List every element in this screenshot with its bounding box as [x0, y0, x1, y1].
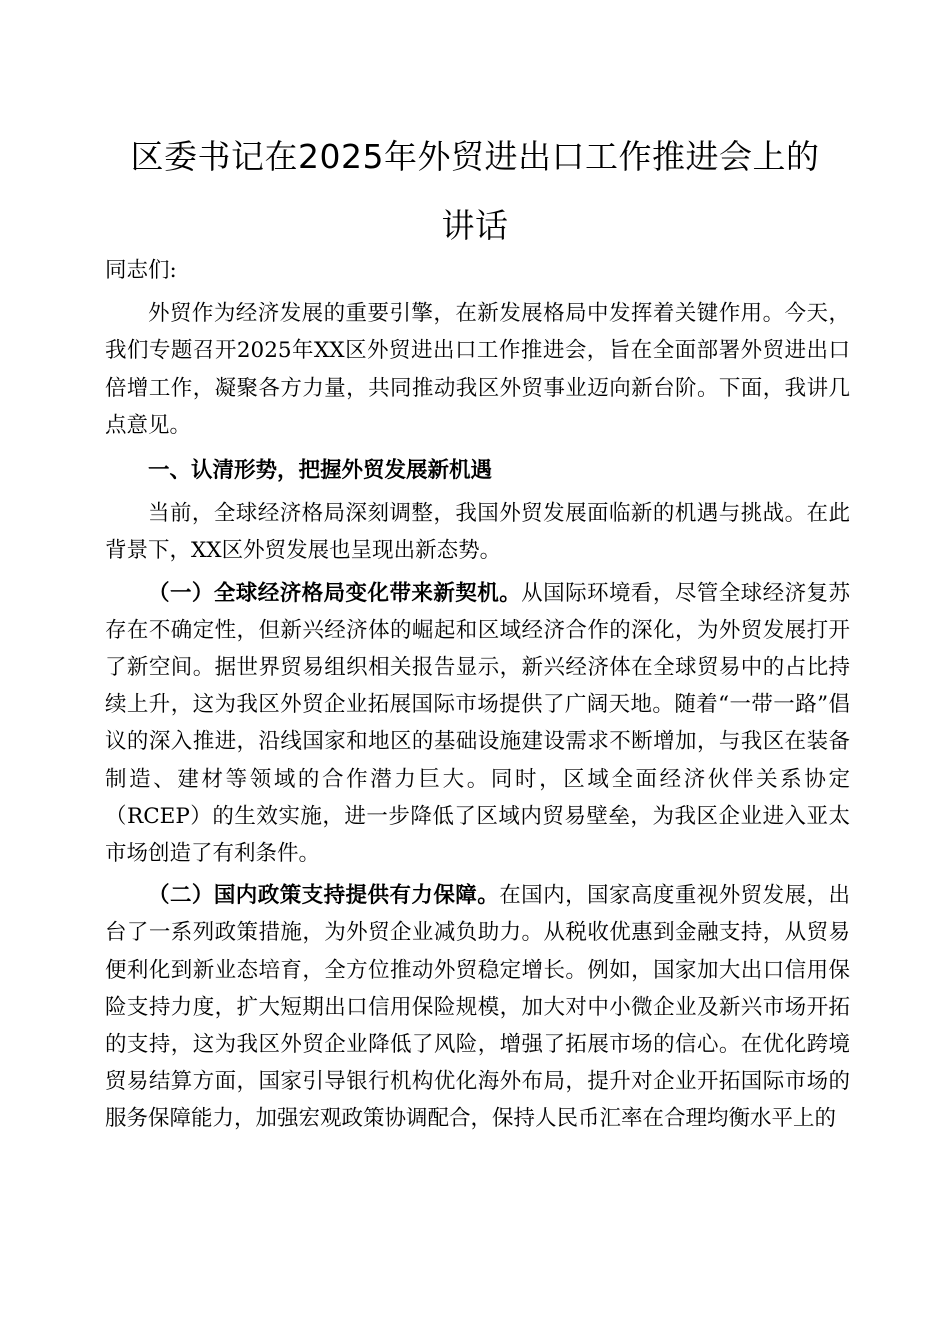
document-body [105, 252, 850, 1138]
section-1-intro-paragraph: 当前，全球经济格局深刻调整，我国外贸发展面临新的机遇与挑战。在此背景下，XX区外贸发展也呈现出新态势。 [105, 501, 850, 564]
point-2-paragraph [105, 877, 850, 1137]
point-1-text: 从国际环境看，尽管全球经济复苏存在不确定性，但新兴经济体的崛起和区域经济合作的深化，为外贸发展打开了新空间。据世界贸易组织相关报告显示，新兴经济体在全球贸易中的占比持续上升，这为我区外贸企业拓展国际市场提供了广阔天地。随着“一带一路”倡议的深入推进，沿线国家和地区的基础设施建设需求不断增加，与我区在装备制造、建材等领域的合作潜力巨大。同时，区域全面经济伙伴关系协定（RCEP）的生效实施，进一步降低了区域内贸易壁垒，为我区企业进入亚太市场创造了有利条件。 [105, 580, 850, 867]
point-2-text: 在国内，国家高度重视外贸发展，出台了一系列政策措施，为外贸企业减负助力。从税收优惠到金融支持，从贸易便利化到新业态培育，全方位推动外贸稳定增长。例如，国家加大出口信用保险支持力度，扩大短期出口信用保险规模，加大对中小微企业及新兴市场开拓的支持，这为我区外贸企业降低了风险，增强了拓展市场的信心。在优化跨境贸易结算方面，国家引导银行机构优化海外布局，提升对企业开拓国际市场的服务保障能力，加强宏观政策协调配合，保持人民币汇率在合理均衡水平上的 [105, 883, 850, 1132]
salutation: 同志们: [105, 258, 177, 283]
title-line-2: 讲话 [441, 206, 509, 245]
point-1-lead: （一）全球经济格局变化带来新契机。 [148, 580, 522, 606]
document-title [105, 122, 845, 260]
intro-paragraph: 外贸作为经济发展的重要引擎，在新发展格局中发挥着关键作用。今天，我们专题召开2025年XX区外贸进出口工作推进会，旨在全面部署外贸进出口倍增工作，凝聚各方力量，共同推动我区外贸事业迈向新台阶。下面，我讲几点意见。 [105, 301, 850, 438]
point-2-lead: （二）国内政策支持提供有力保障。 [148, 883, 500, 909]
point-1-paragraph [105, 575, 850, 873]
section-1-heading: 一、认清形势，把握外贸发展新机遇 [148, 458, 493, 484]
title-line-1: 区委书记在2025年外贸进出口工作推进会上的 [130, 137, 820, 176]
